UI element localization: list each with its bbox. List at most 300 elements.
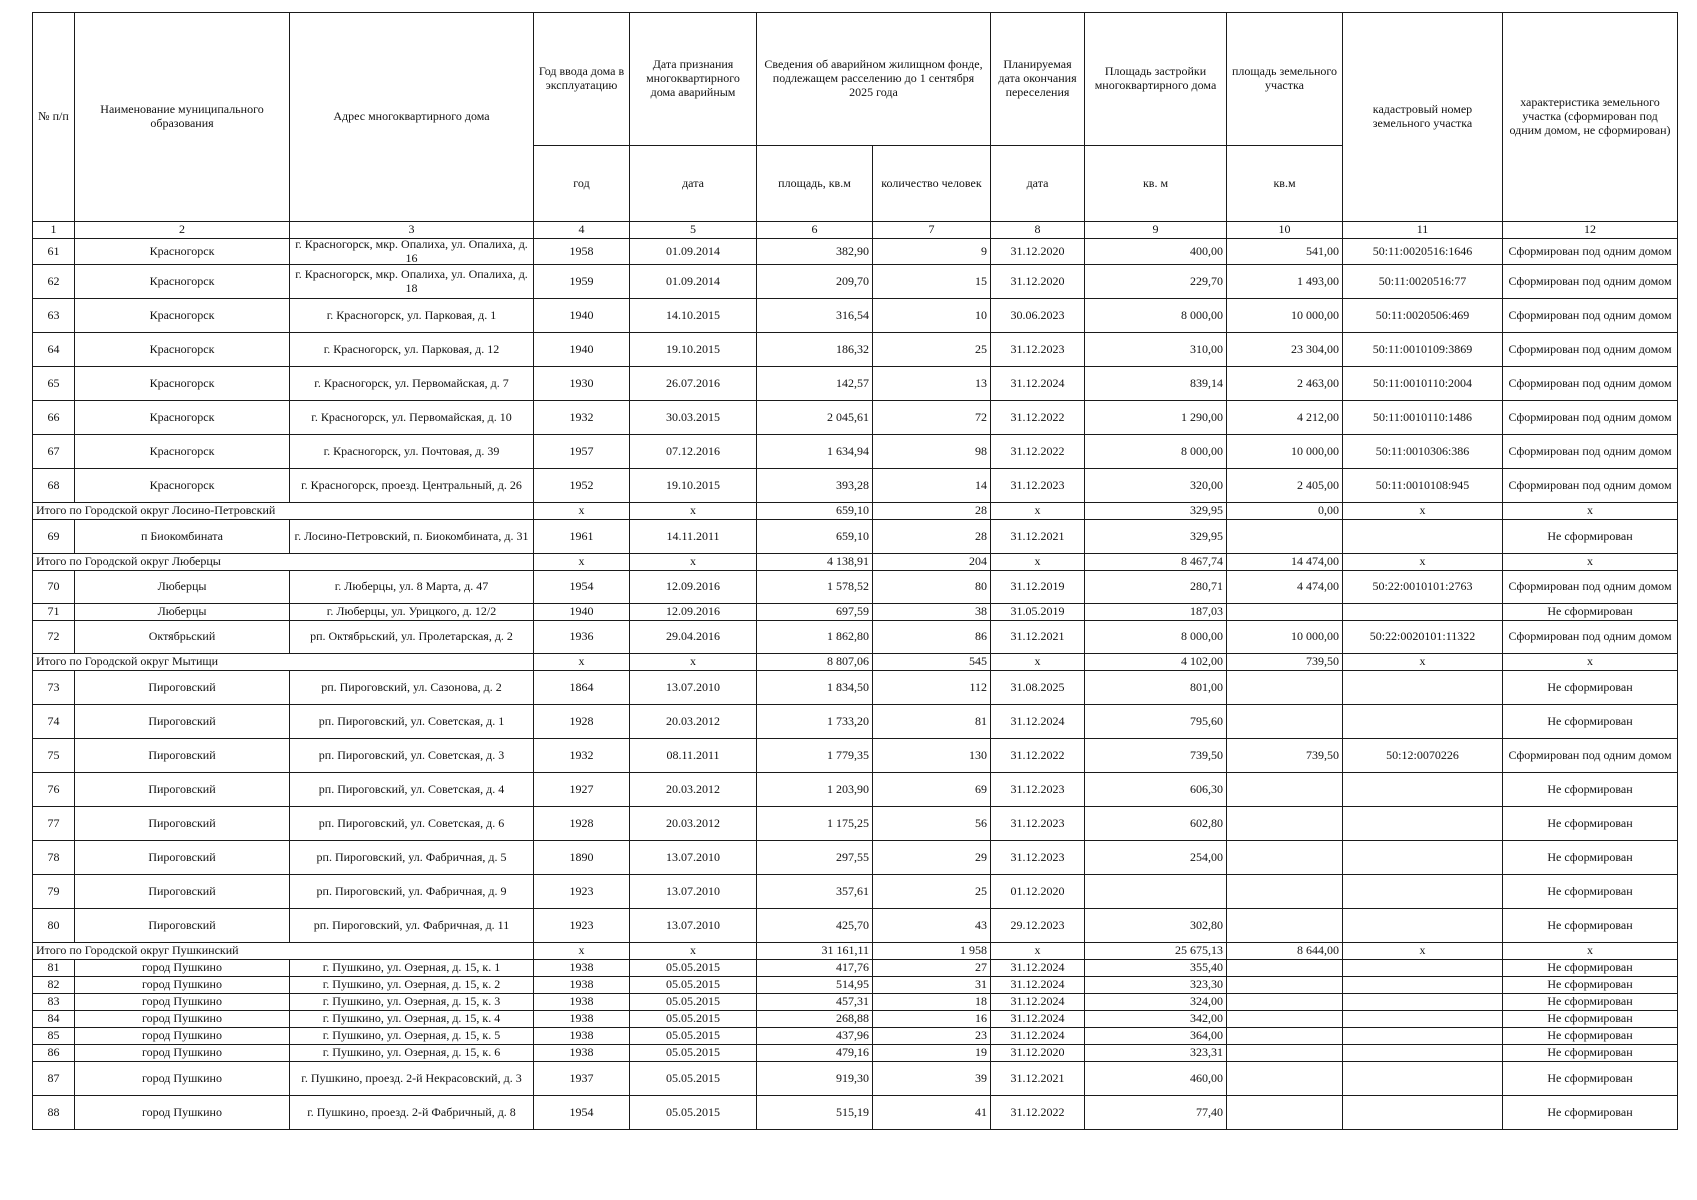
area-cell: 1 578,52	[756, 570, 873, 604]
header-emergency-fund: Сведения об аварийном жилищном фонде, подлежащем расселению до 1 сентября 2025 года	[756, 12, 991, 146]
municipality-cell: город Пушкино	[74, 993, 290, 1011]
date-cell: 20.03.2012	[629, 704, 757, 739]
address-cell: г. Пушкино, ул. Озерная, д. 15, к. 6	[289, 1044, 534, 1062]
header-address: Адрес многоквартирного дома	[289, 12, 534, 222]
area-cell: 437,96	[756, 1027, 873, 1045]
subheader-area: площадь, кв.м	[756, 145, 873, 222]
plan-date-cell: 31.12.2023	[990, 468, 1085, 503]
date-cell: 14.10.2015	[629, 298, 757, 333]
building-area-cell: 795,60	[1084, 704, 1227, 739]
row-number: 84	[32, 1010, 75, 1028]
row-number: 62	[32, 264, 75, 299]
subtotal-characteristic-cell: x	[1502, 553, 1678, 571]
plan-date-cell: 31.12.2022	[990, 400, 1085, 435]
year-cell: 1937	[533, 1061, 630, 1096]
cadastral-cell	[1342, 603, 1503, 621]
column-number: 10	[1226, 221, 1343, 239]
row-number: 78	[32, 840, 75, 875]
cadastral-cell: 50:11:0020516:77	[1342, 264, 1503, 299]
municipality-cell: Люберцы	[74, 603, 290, 621]
subtotal-year-cell: x	[533, 553, 630, 571]
row-number: 66	[32, 400, 75, 435]
area-cell: 479,16	[756, 1044, 873, 1062]
plan-date-cell: 31.12.2023	[990, 772, 1085, 807]
cadastral-cell	[1342, 908, 1503, 943]
header-cadastral-number: кадастровый номер земельного участка	[1342, 12, 1503, 222]
area-cell: 393,28	[756, 468, 873, 503]
characteristic-cell: Не сформирован	[1502, 519, 1678, 554]
area-cell: 919,30	[756, 1061, 873, 1096]
building-area-cell: 606,30	[1084, 772, 1227, 807]
address-cell: г. Красногорск, ул. Почтовая, д. 39	[289, 434, 534, 469]
cadastral-cell: 50:11:0020516:1646	[1342, 238, 1503, 265]
column-number: 4	[533, 221, 630, 239]
area-cell: 142,57	[756, 366, 873, 401]
plan-date-cell: 31.12.2024	[990, 959, 1085, 977]
subtotal-plan-date-cell: x	[990, 942, 1085, 960]
land-area-cell	[1226, 840, 1343, 875]
subtotal-area-cell: 659,10	[756, 502, 873, 520]
cadastral-cell: 50:11:0010306:386	[1342, 434, 1503, 469]
year-cell: 1958	[533, 238, 630, 265]
subtotal-area-cell: 4 138,91	[756, 553, 873, 571]
address-cell: г. Красногорск, проезд. Центральный, д. 26	[289, 468, 534, 503]
people-cell: 43	[872, 908, 991, 943]
people-cell: 14	[872, 468, 991, 503]
area-cell: 697,59	[756, 603, 873, 621]
land-area-cell: 10 000,00	[1226, 298, 1343, 333]
land-area-cell	[1226, 704, 1343, 739]
subheader-people: количество человек	[872, 145, 991, 222]
building-area-cell: 320,00	[1084, 468, 1227, 503]
area-cell: 417,76	[756, 959, 873, 977]
address-cell: рп. Пироговский, ул. Советская, д. 4	[289, 772, 534, 807]
subtotal-land-area-cell: 14 474,00	[1226, 553, 1343, 571]
subtotal-label: Итого по Городской округ Мытищи	[32, 653, 534, 671]
plan-date-cell: 31.12.2021	[990, 620, 1085, 654]
people-cell: 39	[872, 1061, 991, 1096]
area-cell: 659,10	[756, 519, 873, 554]
column-number: 8	[990, 221, 1085, 239]
characteristic-cell: Не сформирован	[1502, 806, 1678, 841]
subtotal-label: Итого по Городской округ Лосино-Петровский	[32, 502, 534, 520]
land-area-cell	[1226, 976, 1343, 994]
subtotal-cadastral-cell: x	[1342, 653, 1503, 671]
area-cell: 515,19	[756, 1095, 873, 1130]
address-cell: г. Пушкино, проезд. 2-й Фабричный, д. 8	[289, 1095, 534, 1130]
land-area-cell	[1226, 1061, 1343, 1096]
subtotal-people-cell: 204	[872, 553, 991, 571]
column-number: 7	[872, 221, 991, 239]
subheader-date: дата	[629, 145, 757, 222]
characteristic-cell: Сформирован под одним домом	[1502, 738, 1678, 773]
year-cell: 1959	[533, 264, 630, 299]
subtotal-building-area-cell: 8 467,74	[1084, 553, 1227, 571]
address-cell: г. Красногорск, ул. Первомайская, д. 10	[289, 400, 534, 435]
people-cell: 23	[872, 1027, 991, 1045]
building-area-cell: 187,03	[1084, 603, 1227, 621]
address-cell: г. Лосино-Петровский, п. Биокомбината, д. 31	[289, 519, 534, 554]
building-area-cell: 310,00	[1084, 332, 1227, 367]
area-cell: 382,90	[756, 238, 873, 265]
building-area-cell: 1 290,00	[1084, 400, 1227, 435]
plan-date-cell: 31.12.2022	[990, 738, 1085, 773]
date-cell: 14.11.2011	[629, 519, 757, 554]
building-area-cell: 460,00	[1084, 1061, 1227, 1096]
land-area-cell	[1226, 670, 1343, 705]
column-number: 2	[74, 221, 290, 239]
area-cell: 2 045,61	[756, 400, 873, 435]
subheader-year: год	[533, 145, 630, 222]
year-cell: 1927	[533, 772, 630, 807]
people-cell: 98	[872, 434, 991, 469]
people-cell: 38	[872, 603, 991, 621]
municipality-cell: город Пушкино	[74, 1061, 290, 1096]
land-area-cell	[1226, 603, 1343, 621]
characteristic-cell: Не сформирован	[1502, 772, 1678, 807]
municipality-cell: Пироговский	[74, 772, 290, 807]
subtotal-label: Итого по Городской округ Пушкинский	[32, 942, 534, 960]
plan-date-cell: 31.12.2024	[990, 993, 1085, 1011]
plan-date-cell: 31.12.2024	[990, 704, 1085, 739]
building-area-cell: 342,00	[1084, 1010, 1227, 1028]
address-cell: г. Красногорск, ул. Первомайская, д. 7	[289, 366, 534, 401]
subtotal-land-area-cell: 0,00	[1226, 502, 1343, 520]
people-cell: 69	[872, 772, 991, 807]
people-cell: 27	[872, 959, 991, 977]
date-cell: 20.03.2012	[629, 772, 757, 807]
subtotal-year-cell: x	[533, 653, 630, 671]
building-area-cell: 254,00	[1084, 840, 1227, 875]
land-area-cell: 4 212,00	[1226, 400, 1343, 435]
row-number: 69	[32, 519, 75, 554]
plan-date-cell: 31.12.2020	[990, 238, 1085, 265]
area-cell: 1 175,25	[756, 806, 873, 841]
building-area-cell: 839,14	[1084, 366, 1227, 401]
plan-date-cell: 31.12.2023	[990, 332, 1085, 367]
area-cell: 425,70	[756, 908, 873, 943]
subheader-build-unit: кв. м	[1084, 145, 1227, 222]
year-cell: 1961	[533, 519, 630, 554]
year-cell: 1928	[533, 806, 630, 841]
area-cell: 1 779,35	[756, 738, 873, 773]
area-cell: 297,55	[756, 840, 873, 875]
header-municipality: Наименование муниципального образования	[74, 12, 290, 222]
people-cell: 86	[872, 620, 991, 654]
land-area-cell	[1226, 806, 1343, 841]
plan-date-cell: 31.12.2021	[990, 519, 1085, 554]
date-cell: 05.05.2015	[629, 1095, 757, 1130]
land-area-cell	[1226, 772, 1343, 807]
land-area-cell: 739,50	[1226, 738, 1343, 773]
land-area-cell: 2 463,00	[1226, 366, 1343, 401]
row-number: 65	[32, 366, 75, 401]
characteristic-cell: Не сформирован	[1502, 1044, 1678, 1062]
plan-date-cell: 31.12.2019	[990, 570, 1085, 604]
land-area-cell: 10 000,00	[1226, 434, 1343, 469]
row-number: 81	[32, 959, 75, 977]
people-cell: 13	[872, 366, 991, 401]
date-cell: 13.07.2010	[629, 874, 757, 909]
area-cell: 186,32	[756, 332, 873, 367]
row-number: 63	[32, 298, 75, 333]
characteristic-cell: Сформирован под одним домом	[1502, 366, 1678, 401]
land-area-cell	[1226, 993, 1343, 1011]
subtotal-year-cell: x	[533, 502, 630, 520]
subtotal-land-area-cell: 8 644,00	[1226, 942, 1343, 960]
address-cell: рп. Пироговский, ул. Советская, д. 3	[289, 738, 534, 773]
area-cell: 1 733,20	[756, 704, 873, 739]
cadastral-cell	[1342, 959, 1503, 977]
building-area-cell: 323,31	[1084, 1044, 1227, 1062]
cadastral-cell	[1342, 772, 1503, 807]
header-planned-date: Планируемая дата окончания переселения	[990, 12, 1085, 146]
area-cell: 1 203,90	[756, 772, 873, 807]
plan-date-cell: 31.12.2020	[990, 264, 1085, 299]
plan-date-cell: 31.12.2024	[990, 1027, 1085, 1045]
cadastral-cell: 50:11:0020506:469	[1342, 298, 1503, 333]
plan-date-cell: 31.12.2022	[990, 434, 1085, 469]
people-cell: 19	[872, 1044, 991, 1062]
row-number: 88	[32, 1095, 75, 1130]
date-cell: 13.07.2010	[629, 908, 757, 943]
cadastral-cell	[1342, 1095, 1503, 1130]
plan-date-cell: 31.12.2022	[990, 1095, 1085, 1130]
subheader-land-unit: кв.м	[1226, 145, 1343, 222]
subheader-plan-date: дата	[990, 145, 1085, 222]
plan-date-cell: 31.12.2020	[990, 1044, 1085, 1062]
people-cell: 72	[872, 400, 991, 435]
date-cell: 05.05.2015	[629, 1061, 757, 1096]
building-area-cell: 8 000,00	[1084, 434, 1227, 469]
address-cell: г. Красногорск, мкр. Опалиха, ул. Опалиха, д. 18	[289, 264, 534, 299]
municipality-cell: Пироговский	[74, 908, 290, 943]
people-cell: 10	[872, 298, 991, 333]
date-cell: 05.05.2015	[629, 1010, 757, 1028]
address-cell: г. Пушкино, ул. Озерная, д. 15, к. 4	[289, 1010, 534, 1028]
municipality-cell: Красногорск	[74, 332, 290, 367]
characteristic-cell: Не сформирован	[1502, 1061, 1678, 1096]
municipality-cell: Красногорск	[74, 400, 290, 435]
characteristic-cell: Не сформирован	[1502, 908, 1678, 943]
year-cell: 1923	[533, 908, 630, 943]
row-number: 75	[32, 738, 75, 773]
characteristic-cell: Не сформирован	[1502, 670, 1678, 705]
cadastral-cell: 50:11:0010108:945	[1342, 468, 1503, 503]
land-area-cell: 1 493,00	[1226, 264, 1343, 299]
row-number: 86	[32, 1044, 75, 1062]
header-building-area: Площадь застройки многоквартирного дома	[1084, 12, 1227, 146]
building-area-cell: 323,30	[1084, 976, 1227, 994]
land-area-cell	[1226, 874, 1343, 909]
date-cell: 13.07.2010	[629, 670, 757, 705]
characteristic-cell: Сформирован под одним домом	[1502, 468, 1678, 503]
area-cell: 514,95	[756, 976, 873, 994]
building-area-cell: 77,40	[1084, 1095, 1227, 1130]
plan-date-cell: 31.12.2023	[990, 840, 1085, 875]
address-cell: г. Красногорск, мкр. Опалиха, ул. Опалиха, д. 16	[289, 238, 534, 265]
municipality-cell: город Пушкино	[74, 1044, 290, 1062]
building-area-cell: 8 000,00	[1084, 620, 1227, 654]
area-cell: 268,88	[756, 1010, 873, 1028]
subtotal-characteristic-cell: x	[1502, 942, 1678, 960]
date-cell: 19.10.2015	[629, 468, 757, 503]
cadastral-cell	[1342, 993, 1503, 1011]
date-cell: 01.09.2014	[629, 264, 757, 299]
column-number: 12	[1502, 221, 1678, 239]
address-cell: г. Красногорск, ул. Парковая, д. 1	[289, 298, 534, 333]
area-cell: 1 862,80	[756, 620, 873, 654]
year-cell: 1940	[533, 332, 630, 367]
plan-date-cell: 31.12.2023	[990, 806, 1085, 841]
cadastral-cell	[1342, 976, 1503, 994]
characteristic-cell: Не сформирован	[1502, 1095, 1678, 1130]
date-cell: 12.09.2016	[629, 603, 757, 621]
cadastral-cell	[1342, 519, 1503, 554]
subtotal-building-area-cell: 25 675,13	[1084, 942, 1227, 960]
date-cell: 01.09.2014	[629, 238, 757, 265]
characteristic-cell: Сформирован под одним домом	[1502, 238, 1678, 265]
year-cell: 1938	[533, 959, 630, 977]
cadastral-cell	[1342, 874, 1503, 909]
subtotal-plan-date-cell: x	[990, 502, 1085, 520]
address-cell: рп. Октябрьский, ул. Пролетарская, д. 2	[289, 620, 534, 654]
subtotal-plan-date-cell: x	[990, 553, 1085, 571]
year-cell: 1890	[533, 840, 630, 875]
municipality-cell: Красногорск	[74, 468, 290, 503]
date-cell: 05.05.2015	[629, 959, 757, 977]
row-number: 70	[32, 570, 75, 604]
subtotal-date-cell: x	[629, 942, 757, 960]
subtotal-people-cell: 28	[872, 502, 991, 520]
row-number: 80	[32, 908, 75, 943]
characteristic-cell: Сформирован под одним домом	[1502, 264, 1678, 299]
year-cell: 1864	[533, 670, 630, 705]
subtotal-people-cell: 1 958	[872, 942, 991, 960]
subtotal-building-area-cell: 4 102,00	[1084, 653, 1227, 671]
address-cell: рп. Пироговский, ул. Фабричная, д. 5	[289, 840, 534, 875]
municipality-cell: Пироговский	[74, 670, 290, 705]
people-cell: 31	[872, 976, 991, 994]
people-cell: 16	[872, 1010, 991, 1028]
people-cell: 9	[872, 238, 991, 265]
address-cell: г. Пушкино, ул. Озерная, д. 15, к. 5	[289, 1027, 534, 1045]
land-area-cell	[1226, 1095, 1343, 1130]
people-cell: 28	[872, 519, 991, 554]
building-area-cell: 400,00	[1084, 238, 1227, 265]
land-area-cell: 4 474,00	[1226, 570, 1343, 604]
building-area-cell: 302,80	[1084, 908, 1227, 943]
area-cell: 357,61	[756, 874, 873, 909]
cadastral-cell: 50:11:0010110:2004	[1342, 366, 1503, 401]
municipality-cell: город Пушкино	[74, 976, 290, 994]
area-cell: 1 634,94	[756, 434, 873, 469]
cadastral-cell	[1342, 704, 1503, 739]
year-cell: 1938	[533, 1044, 630, 1062]
building-area-cell: 739,50	[1084, 738, 1227, 773]
cadastral-cell: 50:22:0010101:2763	[1342, 570, 1503, 604]
row-number: 82	[32, 976, 75, 994]
municipality-cell: п Биокомбината	[74, 519, 290, 554]
cadastral-cell: 50:11:0010110:1486	[1342, 400, 1503, 435]
row-number: 74	[32, 704, 75, 739]
municipality-cell: Пироговский	[74, 840, 290, 875]
subtotal-date-cell: x	[629, 502, 757, 520]
characteristic-cell: Не сформирован	[1502, 840, 1678, 875]
date-cell: 19.10.2015	[629, 332, 757, 367]
land-area-cell	[1226, 959, 1343, 977]
subtotal-label: Итого по Городской округ Люберцы	[32, 553, 534, 571]
date-cell: 05.05.2015	[629, 1044, 757, 1062]
subtotal-land-area-cell: 739,50	[1226, 653, 1343, 671]
characteristic-cell: Не сформирован	[1502, 1010, 1678, 1028]
municipality-cell: Красногорск	[74, 298, 290, 333]
municipality-cell: Красногорск	[74, 434, 290, 469]
year-cell: 1954	[533, 570, 630, 604]
people-cell: 80	[872, 570, 991, 604]
municipality-cell: Красногорск	[74, 238, 290, 265]
year-cell: 1923	[533, 874, 630, 909]
address-cell: г. Люберцы, ул. 8 Марта, д. 47	[289, 570, 534, 604]
people-cell: 112	[872, 670, 991, 705]
building-area-cell: 329,95	[1084, 519, 1227, 554]
year-cell: 1932	[533, 738, 630, 773]
column-number: 11	[1342, 221, 1503, 239]
cadastral-cell: 50:12:0070226	[1342, 738, 1503, 773]
year-cell: 1952	[533, 468, 630, 503]
row-number: 64	[32, 332, 75, 367]
cadastral-cell	[1342, 670, 1503, 705]
area-cell: 457,31	[756, 993, 873, 1011]
municipality-cell: Пироговский	[74, 704, 290, 739]
characteristic-cell: Сформирован под одним домом	[1502, 400, 1678, 435]
characteristic-cell: Не сформирован	[1502, 874, 1678, 909]
characteristic-cell: Не сформирован	[1502, 603, 1678, 621]
characteristic-cell: Сформирован под одним домом	[1502, 332, 1678, 367]
people-cell: 29	[872, 840, 991, 875]
municipality-cell: город Пушкино	[74, 959, 290, 977]
cadastral-cell	[1342, 1027, 1503, 1045]
year-cell: 1954	[533, 1095, 630, 1130]
cadastral-cell	[1342, 1010, 1503, 1028]
building-area-cell: 280,71	[1084, 570, 1227, 604]
year-cell: 1938	[533, 976, 630, 994]
plan-date-cell: 31.12.2024	[990, 976, 1085, 994]
header-land-area: площадь земельного участка	[1226, 12, 1343, 146]
date-cell: 05.05.2015	[629, 1027, 757, 1045]
header-land-characteristic: характеристика земельного участка (сформирован под одним домом, не сформирован)	[1502, 12, 1678, 222]
building-area-cell: 602,80	[1084, 806, 1227, 841]
people-cell: 15	[872, 264, 991, 299]
people-cell: 56	[872, 806, 991, 841]
row-number: 79	[32, 874, 75, 909]
subtotal-characteristic-cell: x	[1502, 653, 1678, 671]
address-cell: г. Пушкино, ул. Озерная, д. 15, к. 1	[289, 959, 534, 977]
land-area-cell: 541,00	[1226, 238, 1343, 265]
address-cell: г. Люберцы, ул. Урицкого, д. 12/2	[289, 603, 534, 621]
address-cell: рп. Пироговский, ул. Советская, д. 1	[289, 704, 534, 739]
year-cell: 1957	[533, 434, 630, 469]
plan-date-cell: 31.12.2024	[990, 366, 1085, 401]
people-cell: 25	[872, 874, 991, 909]
plan-date-cell: 29.12.2023	[990, 908, 1085, 943]
row-number: 76	[32, 772, 75, 807]
land-area-cell: 2 405,00	[1226, 468, 1343, 503]
municipality-cell: Пироговский	[74, 874, 290, 909]
subtotal-date-cell: x	[629, 553, 757, 571]
subtotal-people-cell: 545	[872, 653, 991, 671]
municipality-cell: город Пушкино	[74, 1095, 290, 1130]
